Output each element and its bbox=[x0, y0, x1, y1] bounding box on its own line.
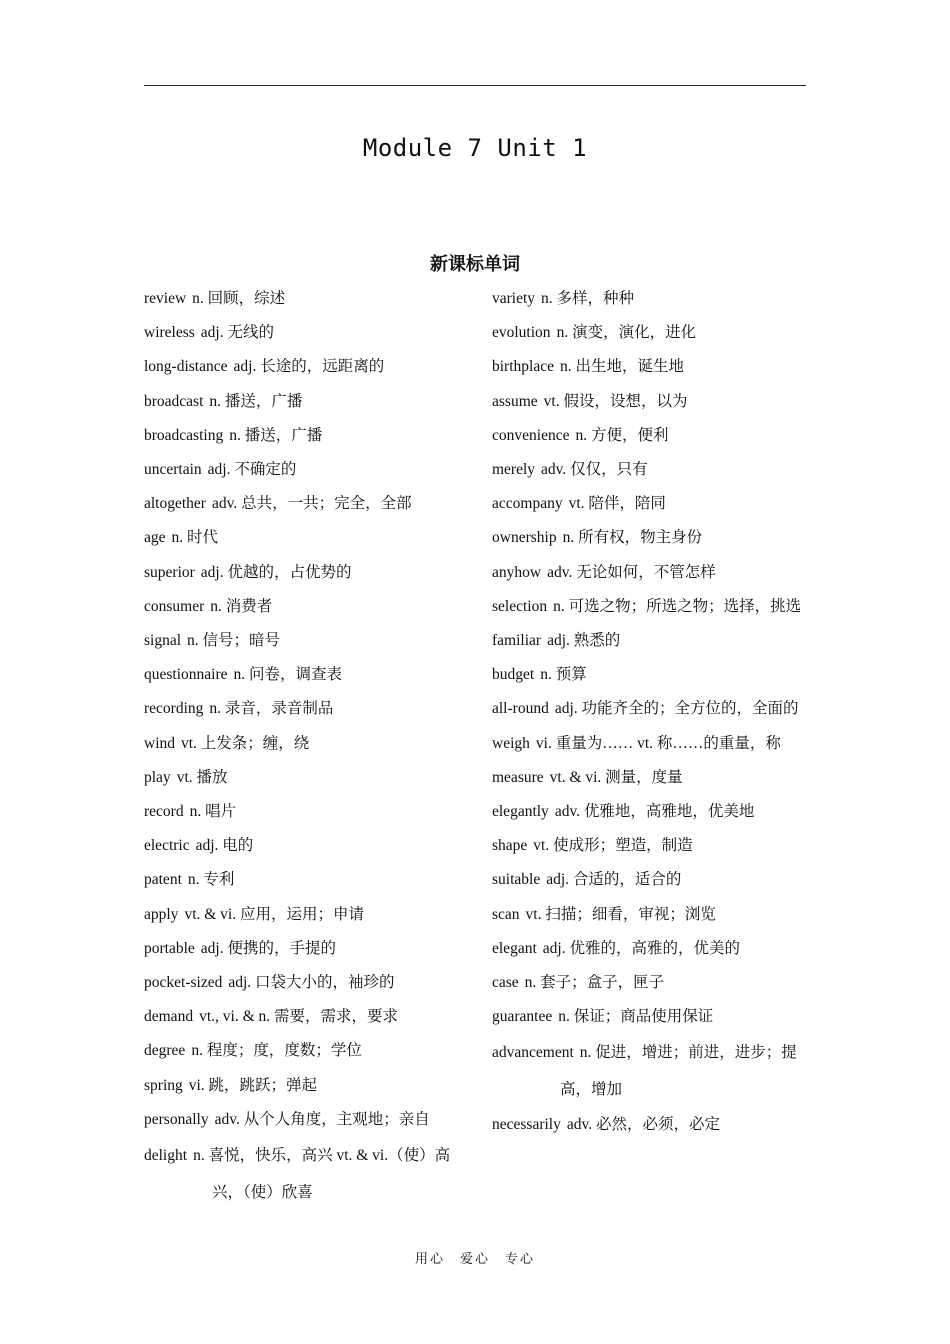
vocab-word: selection bbox=[492, 597, 548, 615]
vocab-entry bbox=[492, 727, 807, 761]
vocab-definition: vi. 跳，跳跃；弹起 bbox=[188, 1076, 318, 1094]
vocab-word: familiar bbox=[492, 632, 542, 650]
vocab-word: merely bbox=[492, 461, 536, 479]
vocab-word: assume bbox=[492, 392, 538, 410]
vocab-definition: adj. 不确定的 bbox=[207, 461, 297, 479]
vocab-definition: n. 消费者 bbox=[210, 597, 273, 615]
vocab-word: recording bbox=[144, 700, 204, 718]
vocab-entry bbox=[144, 282, 459, 316]
vocab-definition: n. 程度；度，度数；学位 bbox=[191, 1042, 362, 1060]
vocab-entry bbox=[144, 898, 459, 932]
vocab-word: wind bbox=[144, 734, 175, 752]
vocab-definition: adv. 从个人角度，主观地；亲自 bbox=[214, 1110, 430, 1128]
vocab-entry bbox=[144, 829, 459, 863]
vocab-word: elegantly bbox=[492, 803, 549, 821]
vocab-entry bbox=[144, 1069, 459, 1103]
vocab-word: evolution bbox=[492, 324, 551, 342]
vocab-definition: vt. 陪伴，陪同 bbox=[568, 495, 666, 513]
vocab-definition: n. 所有权，物主身份 bbox=[562, 529, 703, 547]
vocab-word: apply bbox=[144, 905, 179, 923]
vocab-entry bbox=[144, 761, 459, 795]
vocab-definition: adj. 优雅的，高雅的，优美的 bbox=[542, 939, 740, 957]
vocab-definition: vt. 播放 bbox=[176, 768, 228, 786]
vocab-definition: vt. 假设，设想，以为 bbox=[543, 392, 688, 410]
vocab-word: all-round bbox=[492, 700, 549, 718]
vocab-definition: n. 时代 bbox=[171, 529, 219, 547]
vocab-word: anyhow bbox=[492, 563, 542, 581]
vocab-word: consumer bbox=[144, 597, 205, 615]
vocab-definition: n. 播送，广播 bbox=[229, 426, 323, 444]
left-vocab-column bbox=[144, 282, 459, 1211]
vocab-entry bbox=[144, 795, 459, 829]
vocab-definition: adv. 仅仅，只有 bbox=[541, 461, 648, 479]
vocab-word: questionnaire bbox=[144, 666, 228, 684]
vocab-word: patent bbox=[144, 871, 182, 889]
vocab-definition: vt. & vi. 应用，运用；申请 bbox=[184, 905, 364, 923]
vocab-definition: n. 回顾，综述 bbox=[192, 290, 286, 307]
vocab-definition: vt. & vi. 测量，度量 bbox=[549, 768, 683, 786]
vocab-word: broadcasting bbox=[144, 426, 224, 444]
vocab-definition: adj. 口袋大小的，袖珍的 bbox=[228, 974, 395, 992]
vocab-entry bbox=[492, 658, 807, 692]
vocab-word: long-distance bbox=[144, 358, 228, 376]
vocab-definition: n. 问卷，调查表 bbox=[233, 666, 343, 684]
vocab-entry bbox=[144, 556, 459, 590]
vocab-entry bbox=[144, 316, 459, 350]
vocab-entry bbox=[144, 521, 459, 555]
vocab-entry bbox=[144, 350, 459, 384]
vocab-word: demand bbox=[144, 1008, 194, 1026]
vocab-word: elegant bbox=[492, 939, 537, 957]
vocab-word: accompany bbox=[492, 495, 563, 513]
vocab-entry bbox=[492, 898, 807, 932]
vocab-word: superior bbox=[144, 563, 195, 581]
vocab-definition: adj. 便携的，手提的 bbox=[200, 939, 336, 957]
vocab-entry bbox=[144, 932, 459, 966]
vocab-word: guarantee bbox=[492, 1008, 553, 1026]
vocab-word: necessarily bbox=[492, 1116, 561, 1134]
vocab-word: ownership bbox=[492, 529, 557, 547]
vocab-entry bbox=[492, 282, 807, 316]
vocab-entry bbox=[144, 487, 459, 521]
vocab-definition: n. 套子；盒子，匣子 bbox=[524, 974, 665, 992]
vocab-entry bbox=[492, 350, 807, 384]
vocab-word: signal bbox=[144, 632, 182, 650]
vocab-definition: n. 播送，广播 bbox=[209, 392, 303, 410]
vocab-entry bbox=[144, 966, 459, 1000]
vocab-word: case bbox=[492, 974, 519, 992]
vocab-entry bbox=[492, 521, 807, 555]
vocab-definition: n. 出生地，诞生地 bbox=[559, 358, 684, 376]
vocab-word: broadcast bbox=[144, 392, 204, 410]
vocab-word: wireless bbox=[144, 324, 195, 342]
vocab-definition: n. 演变，演化，进化 bbox=[556, 324, 697, 342]
vocab-definition: adv. 优雅地，高雅地，优美地 bbox=[554, 803, 755, 821]
vocab-entry bbox=[492, 316, 807, 350]
vocab-entry bbox=[492, 590, 807, 624]
vocab-entry bbox=[492, 453, 807, 487]
vocab-entry bbox=[144, 385, 459, 419]
vocab-entry bbox=[144, 727, 459, 761]
vocab-definition: adj. 电的 bbox=[195, 837, 254, 855]
vocab-entry bbox=[144, 658, 459, 692]
vocab-definition: adv. 无论如何，不管怎样 bbox=[547, 563, 716, 581]
vocab-definition: n. 保证；商品使用保证 bbox=[558, 1008, 714, 1026]
vocab-entry bbox=[492, 829, 807, 863]
vocab-definition: adv. 总共，一共；完全，全部 bbox=[211, 495, 412, 513]
vocab-entry bbox=[144, 863, 459, 897]
vocab-definition: n. 喜悦，快乐，高兴 vt. & vi.（使）高兴，（使）欣喜 bbox=[193, 1147, 451, 1202]
vocab-word: suitable bbox=[492, 871, 541, 889]
vocab-word: scan bbox=[492, 905, 520, 923]
vocab-word: measure bbox=[492, 768, 544, 786]
vocab-word: degree bbox=[144, 1042, 186, 1060]
vocab-word: budget bbox=[492, 666, 535, 684]
page-footer: 用心 爱心 专心 bbox=[414, 1252, 535, 1267]
vocab-entry bbox=[492, 624, 807, 658]
vocab-word: shape bbox=[492, 837, 528, 855]
vocab-word: weigh bbox=[492, 734, 530, 752]
vocab-word: review bbox=[144, 290, 187, 307]
page-title: Module 7 Unit 1 bbox=[362, 134, 588, 162]
section-heading: 新课标单词 bbox=[430, 254, 520, 275]
vocab-definition: n. 信号；暗号 bbox=[187, 632, 281, 650]
vocab-word: convenience bbox=[492, 426, 570, 444]
vocab-word: birthplace bbox=[492, 358, 554, 376]
vocab-entry bbox=[492, 795, 807, 829]
vocab-definition: adj. 熟悉的 bbox=[547, 632, 621, 650]
vocab-entry bbox=[144, 1034, 459, 1068]
vocab-entry bbox=[492, 692, 807, 726]
vocab-word: portable bbox=[144, 939, 195, 957]
vocab-entry bbox=[492, 1108, 807, 1142]
vocab-entry bbox=[492, 1034, 807, 1108]
vocab-entry bbox=[492, 966, 807, 1000]
right-vocab-column bbox=[492, 282, 807, 1143]
vocab-entry bbox=[144, 1000, 459, 1034]
vocab-word: personally bbox=[144, 1110, 209, 1128]
vocab-entry bbox=[492, 487, 807, 521]
vocab-word: electric bbox=[144, 837, 190, 855]
vocab-entry bbox=[144, 419, 459, 453]
vocab-word: age bbox=[144, 529, 166, 547]
vocab-definition: adj. 优越的，占优势的 bbox=[200, 563, 352, 581]
vocab-definition: adj. 合适的，适合的 bbox=[546, 871, 682, 889]
vocab-definition: adj. 长途的，远距离的 bbox=[233, 358, 385, 376]
vocab-entry bbox=[492, 419, 807, 453]
vocab-definition: n. 唱片 bbox=[189, 803, 237, 821]
vocab-entry bbox=[492, 385, 807, 419]
vocab-word: delight bbox=[144, 1147, 188, 1165]
vocab-definition: vt. 使成形；塑造，制造 bbox=[533, 837, 693, 855]
vocab-entry bbox=[492, 556, 807, 590]
vocab-word: variety bbox=[492, 290, 536, 307]
vocab-entry bbox=[144, 692, 459, 726]
vocab-entry bbox=[144, 1137, 459, 1211]
vocab-definition: n. 可选之物；所选之物；选择，挑选 bbox=[553, 597, 802, 615]
vocab-word: play bbox=[144, 768, 171, 786]
vocab-word: record bbox=[144, 803, 184, 821]
vocab-entry bbox=[144, 624, 459, 658]
vocab-definition: vt. 扫描；细看，审视；浏览 bbox=[525, 905, 716, 923]
vocab-definition: vi. 重量为…… vt. 称……的重量，称 bbox=[535, 734, 781, 752]
vocab-definition: n. 方便，便利 bbox=[575, 426, 669, 444]
vocab-definition: n. 录音，录音制品 bbox=[209, 700, 334, 718]
vocab-definition: n. 预算 bbox=[540, 666, 587, 684]
vocab-entry bbox=[492, 1000, 807, 1034]
vocab-word: uncertain bbox=[144, 461, 202, 479]
vocab-definition: adj. 功能齐全的；全方位的，全面的 bbox=[554, 700, 799, 718]
vocab-definition: adj. 无线的 bbox=[200, 324, 274, 342]
vocab-word: altogether bbox=[144, 495, 206, 513]
vocab-word: pocket-sized bbox=[144, 974, 223, 992]
vocab-definition: n. 专利 bbox=[187, 871, 235, 889]
vocab-definition: n. 促进，增进；前进，进步；提高，增加 bbox=[560, 1044, 797, 1099]
vocab-entry bbox=[492, 932, 807, 966]
vocab-definition: vt., vi. & n. 需要，需求，要求 bbox=[199, 1008, 398, 1026]
vocab-word: spring bbox=[144, 1076, 183, 1094]
vocab-entry bbox=[144, 590, 459, 624]
vocab-entry bbox=[144, 1103, 459, 1137]
vocab-definition: n. 多样，种种 bbox=[541, 290, 635, 307]
vocab-definition: adv. 必然，必须，必定 bbox=[566, 1116, 720, 1134]
vocab-word: advancement bbox=[492, 1044, 574, 1062]
vocab-entry bbox=[492, 863, 807, 897]
vocab-entry bbox=[492, 761, 807, 795]
vocab-definition: vt. 上发条；缠，绕 bbox=[181, 734, 310, 752]
header-rule bbox=[144, 85, 806, 86]
vocab-entry bbox=[144, 453, 459, 487]
